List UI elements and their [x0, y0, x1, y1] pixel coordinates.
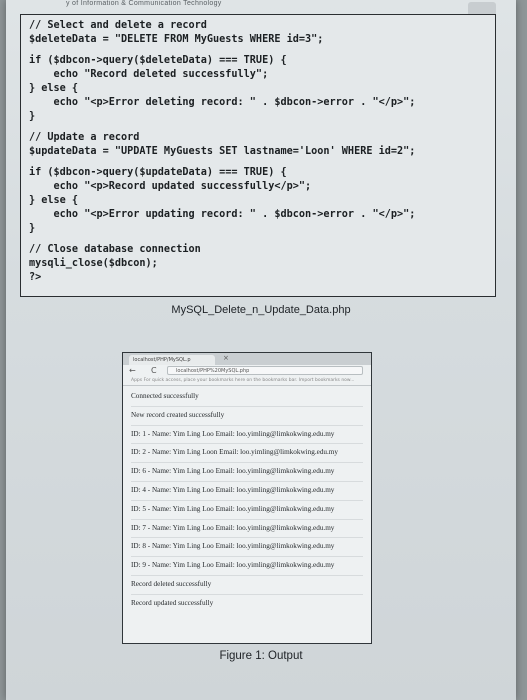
browser-tab-title: localhost/PHP/MySQL.p — [133, 357, 191, 363]
code-line: echo "<p>Error updating record: " . $dbcon->error . "</p>"; — [29, 209, 416, 220]
code-line: } — [29, 111, 36, 122]
code-line — [29, 236, 487, 243]
page-header-text: y of Information & Communication Technology — [66, 0, 222, 7]
code-filename-caption: MySQL_Delete_n_Update_Data.php — [171, 304, 351, 316]
code-line: // Close database connection — [29, 244, 201, 255]
browser-tab[interactable] — [129, 355, 215, 365]
output-line: ID: 9 - Name: Yim Ling Loo Email: loo.yimling@limkokwing.edu.my — [131, 557, 363, 576]
code-line — [29, 47, 487, 54]
output-line: ID: 8 - Name: Yim Ling Loo Email: loo.yimling@limkokwing.edu.my — [131, 538, 363, 557]
back-arrow-icon[interactable]: ← — [129, 366, 136, 375]
reload-icon[interactable]: C — [151, 366, 157, 375]
address-bar[interactable]: localhost/PHP%20MySQL.php — [167, 366, 363, 375]
browser-tab-bar — [123, 353, 371, 365]
code-listing — [20, 14, 496, 297]
browser-address-row — [123, 365, 371, 376]
code-line — [29, 159, 487, 166]
output-line: ID: 4 - Name: Yim Ling Loo Email: loo.yimling@limkokwing.edu.my — [131, 482, 363, 501]
figure-caption: Figure 1: Output — [219, 650, 303, 662]
code-line: // Select and delete a record — [29, 20, 207, 31]
code-line: } else { — [29, 83, 79, 94]
browser-window-screenshot — [122, 352, 372, 644]
code-line: $deleteData = "DELETE FROM MyGuests WHERE id=3"; — [29, 34, 324, 45]
close-icon[interactable]: × — [223, 354, 229, 362]
code-line: } else { — [29, 195, 79, 206]
php-output-area — [123, 386, 371, 615]
printed-page — [6, 0, 516, 700]
output-line: ID: 1 - Name: Yim Ling Loo Email: loo.yimling@limkokwing.edu.my — [131, 426, 363, 445]
code-line — [29, 124, 487, 131]
bookmarks-bar: Apps For quick access, place your bookmarks here on the bookmarks bar. Import bookmarks now... — [123, 376, 371, 386]
code-line: echo "Record deleted successfully"; — [29, 69, 269, 80]
code-line: mysqli_close($dbcon); — [29, 258, 158, 269]
output-line: New record created successfully — [131, 407, 363, 426]
output-line: Connected successfully — [131, 388, 363, 407]
output-line: ID: 2 - Name: Yim Ling Loon Email: loo.yimling@limkokwing.edu.my — [131, 444, 363, 463]
code-line: if ($dbcon->query($updateData) === TRUE) { — [29, 167, 287, 178]
code-line: $updateData = "UPDATE MyGuests SET lastname='Loon' WHERE id=2"; — [29, 146, 416, 157]
code-line: // Update a record — [29, 132, 140, 143]
output-line: Record updated successfully — [131, 598, 214, 607]
code-line: if ($dbcon->query($deleteData) === TRUE) { — [29, 55, 287, 66]
output-line: ID: 6 - Name: Yim Ling Loo Email: loo.yimling@limkokwing.edu.my — [131, 463, 363, 482]
output-line: Record deleted successfully — [131, 576, 363, 595]
code-line: } — [29, 223, 36, 234]
code-line: echo "<p>Error deleting record: " . $dbcon->error . "</p>"; — [29, 97, 416, 108]
output-line: ID: 5 - Name: Yim Ling Loo Email: loo.yimling@limkokwing.edu.my — [131, 501, 363, 520]
code-line: ?> — [29, 272, 42, 283]
code-line: echo "<p>Record updated successfully</p>"; — [29, 181, 312, 192]
output-line: ID: 7 - Name: Yim Ling Loo Email: loo.yimling@limkokwing.edu.my — [131, 520, 363, 539]
